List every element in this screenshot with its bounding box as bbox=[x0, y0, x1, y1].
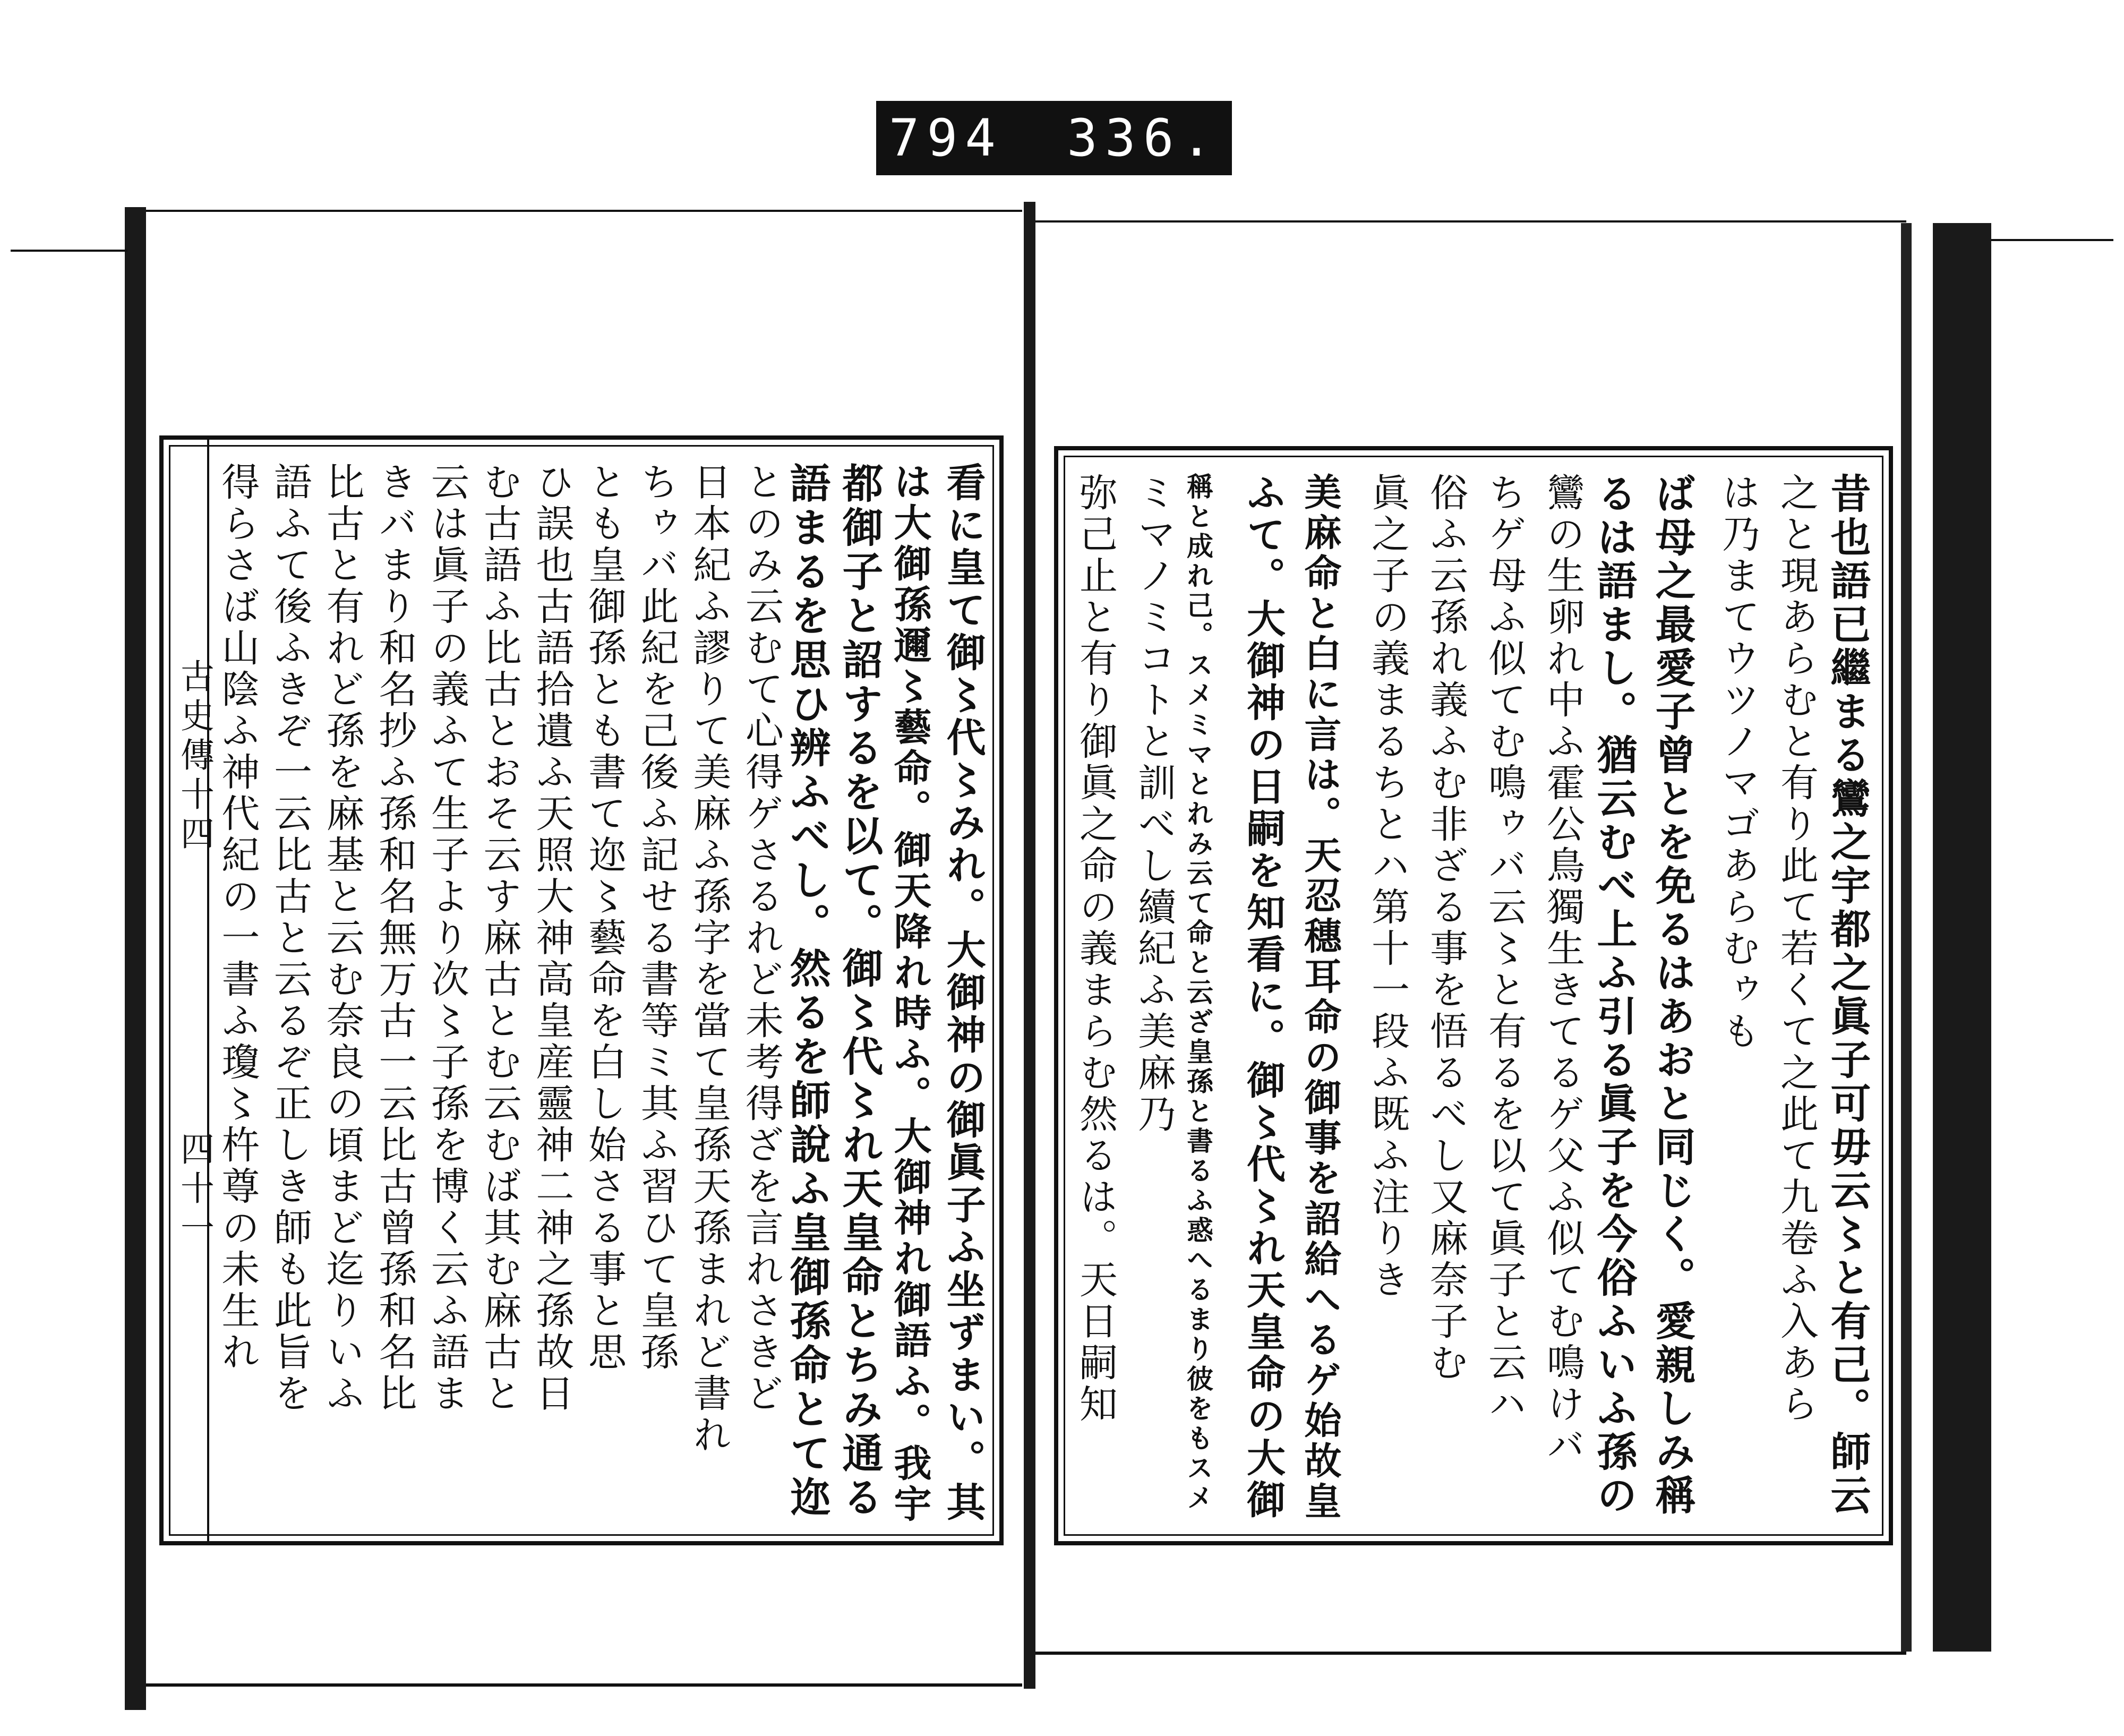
page-bottom-line-right bbox=[1035, 1652, 1906, 1655]
right-page-column: は乃まてウツノマゴあらむゥも bbox=[1716, 473, 1760, 1053]
right-page-column: るは語まし。猶云むべ上ふ引る眞子を今俗ふいふ孫の bbox=[1590, 473, 1638, 1518]
page-top-line-right bbox=[1035, 220, 1906, 223]
right-page-column: 之と現あらむと有り此て若くて之此て九卷ふ入あら bbox=[1774, 473, 1819, 1425]
book-left-edge bbox=[125, 207, 146, 1710]
left-page-column: む古語ふ比古とおそ云す麻古とむ云むば其む麻古と bbox=[477, 462, 522, 1415]
left-margin-title: 古史傳十四 bbox=[175, 659, 214, 855]
right-page-column: ふて。大御神の日嗣を知看に。御〻代〻れ天皇命の大御 bbox=[1240, 473, 1286, 1521]
left-page-column: ちゥバ此紀を己後ふ記せる書等ミ其ふ習ひて皇孫 bbox=[634, 462, 679, 1373]
left-page-column: ひ誤也古語拾遺ふ天照大神高皇産靈神二神之孫故日 bbox=[529, 462, 575, 1415]
book-spine bbox=[1024, 202, 1035, 1689]
left-page-column: 語まるを思ひ辨ふべし。然るを師說ふ皇御孫命とて迩 bbox=[783, 462, 831, 1520]
left-margin-divider bbox=[207, 438, 209, 1543]
archive-label-right: 336. bbox=[1067, 108, 1220, 168]
book-top-line-left bbox=[11, 250, 127, 252]
left-margin-page-number: 四十一 bbox=[175, 1131, 214, 1249]
left-page-column: 都御子と詔するを以て。御〻代〻れ天皇命とちみ通る bbox=[835, 462, 884, 1520]
book-right-edge bbox=[1933, 223, 1991, 1652]
left-page-column: きバまり和名抄ふ孫和名無万古一云比古曾孫和名比 bbox=[372, 462, 417, 1415]
right-page-column: 美麻命と白に言は。天忍穗耳命の御事を詔給へるゲ始故皇 bbox=[1298, 473, 1342, 1522]
right-page-column: ミマノミコトと訓べし續紀ふ美麻乃 bbox=[1132, 473, 1176, 1135]
left-page-column: とのみ云むて心得ゲさるれど未考得ざを言れさきど bbox=[739, 462, 784, 1415]
right-page-column: ば母之最愛子曾とを免るはあおと同じく。愛親しみ稱 bbox=[1649, 473, 1696, 1518]
left-page-column: 看に皇て御〻代〻みれ。大御神の御眞子ふ坐ずまい。其 bbox=[940, 462, 986, 1524]
book-top-line-right bbox=[1991, 239, 2113, 241]
left-page-column: 云は眞子の義ふて生子より次〻子孫を博く云ふ語ま bbox=[425, 462, 469, 1415]
left-page-column: 語ふて後ふきぞ一云比古と云るぞ正しき師も此旨を bbox=[268, 462, 312, 1415]
page-bottom-line-left bbox=[146, 1683, 1022, 1687]
right-page-text bbox=[1067, 451, 1885, 1540]
right-page-column: 鸞の生卵れ中ふ霍公鳥獨生きてるゲ父ふ似てむ鳴けバ bbox=[1540, 473, 1585, 1467]
right-page-column: 俗ふ云孫れ義ふむ非ざる事を悟るべし又麻奈子む bbox=[1424, 473, 1468, 1384]
left-page-column: とも皇御孫とも書て迩〻藝命を白し始さる事と思 bbox=[582, 462, 627, 1373]
left-page-column: 日本紀ふ謬りて美麻ふ孫字を當て皇孫天孫まれど書れ bbox=[687, 462, 732, 1456]
right-page-column: 弥己止と有り御眞之命の義まらむ然るは。天日嗣知 bbox=[1073, 473, 1118, 1425]
left-page-column: は大御孫邇〻藝命。御天降れ時ふ。大御神れ御語ふ。我宇 bbox=[888, 462, 932, 1525]
left-page-column: 比古と有れど孫を麻基と云む奈良の頃まど迄りいふ bbox=[320, 462, 365, 1415]
right-page-column: ちゲ母ふ似てむ鳴ゥバ云〻と有るを以て眞子と云ハ bbox=[1482, 473, 1527, 1425]
left-page-text bbox=[212, 441, 998, 1540]
book-right-inner-edge bbox=[1901, 223, 1912, 1652]
archive-label bbox=[876, 101, 1232, 175]
right-page-column: 眞之子の義まるちとハ第十一段ふ既ふ注りき bbox=[1365, 473, 1410, 1301]
page-top-line-left bbox=[146, 210, 1022, 212]
right-page-column: 稱と成れ己。スメミマとれみ云て命と云ざ皇孫と書るふ惑へるまり彼をもスメ bbox=[1183, 473, 1214, 1513]
archive-label-left: 794 bbox=[888, 108, 1004, 168]
left-page-column: 得らさば山陰ふ神代紀の一書ふ瓊〻杵尊の未生れ bbox=[215, 462, 260, 1373]
right-page-column: 昔也語已繼まる鸞之宇都之眞子可毋云〻と有己。師云 bbox=[1824, 473, 1871, 1518]
